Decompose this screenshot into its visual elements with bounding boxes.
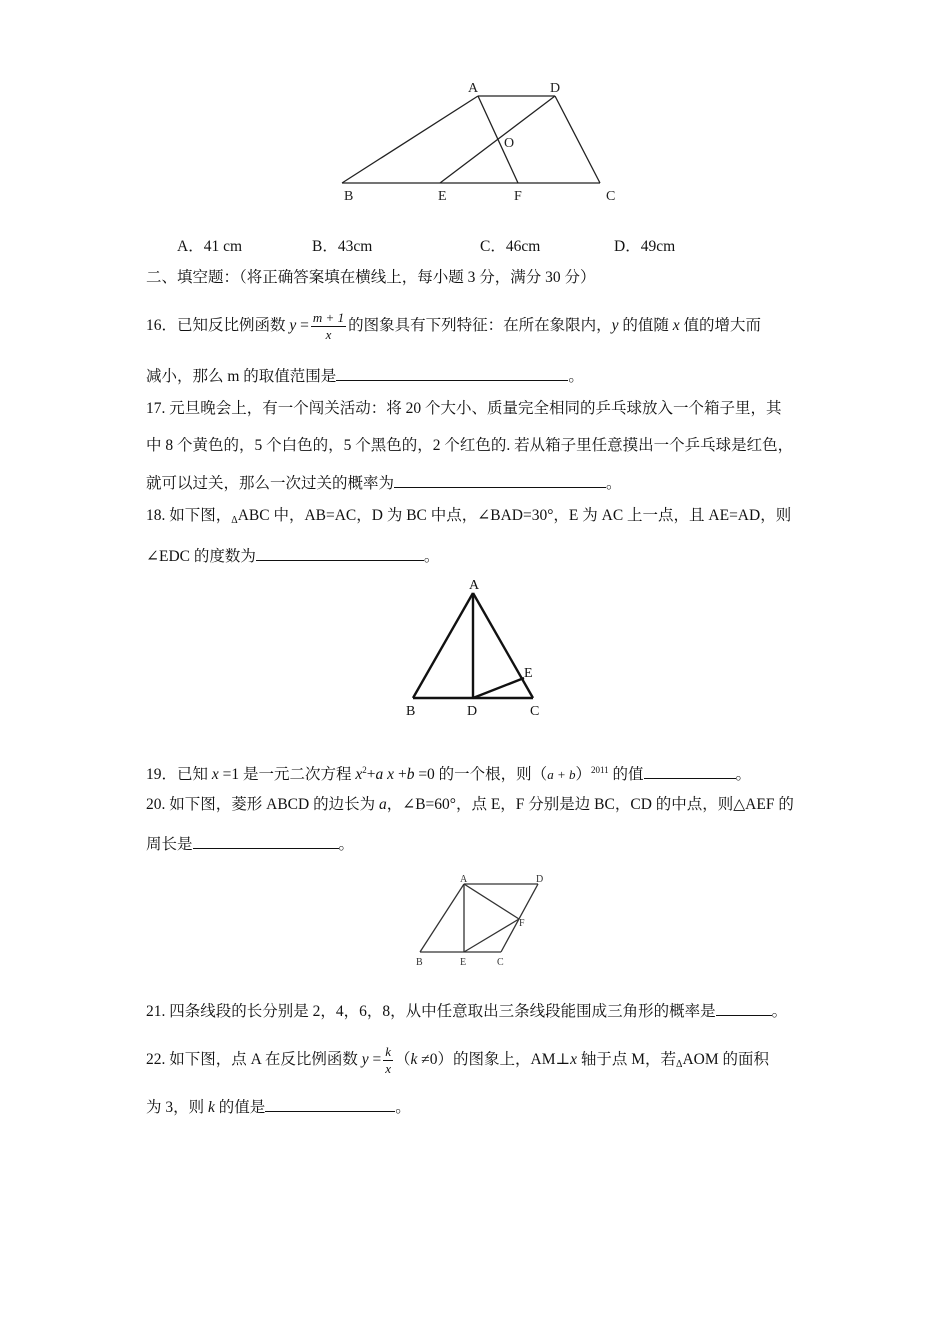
question-19: 19．已知 x =1 是一元二次方程 $x^2+a$ x +b =0 的一个根，则$(a + b)^{2011}$ 的值 。 [146,765,752,784]
fraction-m-plus-1-over-x: $\frac{m + 1}{x}$ [312,310,345,342]
trapezoid-figure [330,72,630,207]
question-17-line1: 17. 元旦晚会上，有一个闯关活动：将 20 个大小、质量完全相同的乒乓球放入一个箱子里，其 [146,400,782,417]
choice-d: D．49cm [614,238,676,255]
label-d: D [467,704,478,719]
label-e: E [524,666,533,681]
question-20: 20. 如下图，菱形 ABCD 的边长为 a，∠B=60°，点 E，F 分别是边 BC，CD 的中点，则△AEF 的 [146,796,794,813]
rhombus-figure [408,872,556,970]
label-d: D [550,81,561,96]
question-18: 18. 如下图，ΔABC 中，AB=AC，D 为 BC 中点，∠BAD=30°，E 为 AC 上一点，且 AE=AD，则 [146,507,792,526]
segment-ef [464,919,519,952]
label-a: A [468,81,479,96]
segment-af [464,884,519,919]
answer-blank-17[interactable] [394,473,606,488]
label-f: F [519,918,525,929]
label-e: E [438,189,447,204]
choice-a: A．41 cm [177,238,243,255]
label-b: B [406,704,416,719]
label-c: C [497,957,504,968]
answer-blank-18[interactable] [256,546,424,561]
segment-ac [473,593,533,698]
question-17-line2: 中 8 个黄色的，5 个白色的，5 个黑色的，2 个红色的. 若从箱子里任意摸出一个乒乓球是红色， [146,437,794,454]
question-16: 16．已知反比例函数 y = $\frac{m + 1}{x}$ 的图象具有下列特征：在所在象限内，y 的值随 x 值的增大而 [146,310,762,342]
question-20-line2: 周长是 。 [146,836,355,853]
label-f: F [514,189,522,204]
answer-blank-22[interactable] [265,1097,395,1112]
label-b: B [344,189,354,204]
answer-blank-21[interactable] [716,1001,772,1016]
label-a: A [460,874,468,885]
answer-blank-20[interactable] [193,834,339,849]
question-22: 22. 如下图，点 A 在反比例函数 y = $\frac{k}{x}$ （k ≠0）的图象上，AM⊥x 轴于点 M，若ΔAOM 的面积 [146,1044,770,1076]
label-c: C [530,704,540,719]
question-18-line2: ∠EDC 的度数为 。 [146,548,440,565]
label-b: B [416,957,423,968]
label-c: C [606,189,616,204]
label-e: E [460,957,467,968]
answer-blank-16[interactable] [336,366,568,381]
choice-c: C．46cm [480,238,541,255]
segment-dc [555,96,600,183]
fraction-k-over-x: $\frac{k}{x}$ [385,1044,392,1076]
choice-b: B．43cm [312,238,373,255]
answer-blank-19[interactable] [644,764,736,779]
question-21: 21. 四条线段的长分别是 2，4，6，8，从中任意取出三条线段能围成三角形的概率是 。 [146,1003,788,1020]
label-d: D [536,874,544,885]
segment-ab [413,593,473,698]
section-title: 二、填空题：（将正确答案填在横线上，每小题 3 分，满分 30 分） [146,269,596,286]
question-16-line2: 减小，那么 m 的取值范围是 。 [146,368,584,385]
question-17-line3: 就可以过关，那么一次过关的概率为 。 [146,475,622,492]
label-o: O [504,136,515,151]
segment-ab [420,884,464,952]
question-22-line2: 为 3，则 k 的值是 。 [146,1099,411,1116]
triangle-figure [400,574,560,722]
label-a: A [469,578,480,593]
segment-de [473,678,524,698]
